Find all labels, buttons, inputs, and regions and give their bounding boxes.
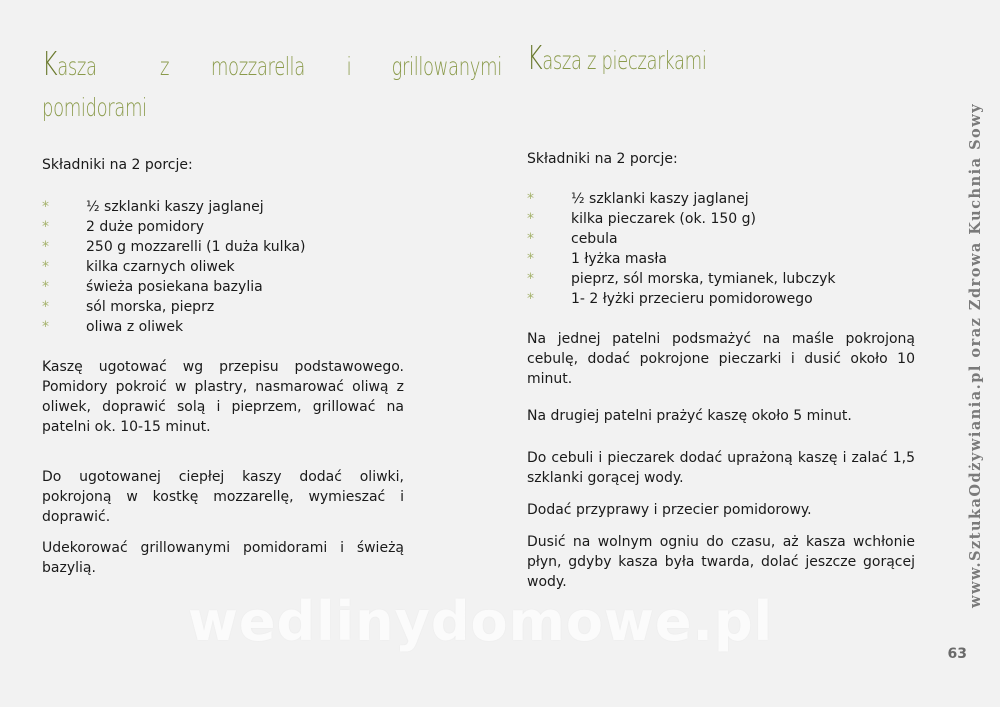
- bullet-icon: *: [42, 219, 49, 235]
- right-paragraph: Na jednej patelni podsmażyć na maśle pokrojoną cebulę, dodać pokrojone pieczarki i dusić około 10 minut.: [527, 331, 915, 387]
- left-paragraph: Udekorować grillowanymi pomidorami i świeżą bazylią.: [42, 540, 404, 576]
- left-paragraph: Do ugotowanej ciepłej kaszy dodać oliwki, pokrojoną w kostkę mozzarellę, wymieszać i doprawić.: [42, 469, 404, 525]
- title-word-rest: asza: [57, 52, 97, 81]
- title-word: mozzarella: [210, 52, 305, 81]
- title-word: Kasza: [42, 44, 97, 83]
- bullet-icon: *: [527, 211, 534, 227]
- list-item: * ½ szklanki kaszy jaglanej: [527, 191, 749, 207]
- left-servings: Składniki na 2 porcje:: [42, 157, 193, 173]
- right-paragraph: Dusić na wolnym ogniu do czasu, aż kasza wchłonie płyn, gdyby kasza była twarda, dolać jeszcze gorącej wody.: [527, 534, 915, 590]
- side-website-text: www.SztukaOdżywiania.pl oraz Zdrowa Kuchnia Sowy: [967, 102, 984, 608]
- list-item: * kilka pieczarek (ok. 150 g): [527, 211, 756, 227]
- bullet-icon: *: [527, 291, 534, 307]
- list-item: * 1- 2 łyżki przecieru pomidorowego: [527, 291, 813, 307]
- title-word: grillowanymi: [391, 52, 502, 81]
- left-recipe-title-line2: pomidorami: [42, 93, 147, 122]
- list-item: * kilka czarnych oliwek: [42, 259, 235, 275]
- list-item: * oliwa z oliwek: [42, 319, 184, 335]
- watermark: wedlinydomowe.pl: [188, 590, 774, 653]
- bullet-icon: *: [42, 319, 49, 335]
- list-item: * sól morska, pieprz: [42, 299, 215, 315]
- title-word: z: [160, 52, 170, 81]
- bullet-icon: *: [527, 231, 534, 247]
- title-word: i: [346, 52, 352, 81]
- bullet-icon: *: [42, 279, 49, 295]
- list-item: * 2 duże pomidory: [42, 219, 205, 235]
- right-paragraph: Dodać przyprawy i przecier pomidorowy.: [527, 502, 812, 518]
- right-recipe-title-rest: asza z pieczarkami: [542, 46, 707, 75]
- list-item: * 1 łyżka masła: [527, 251, 667, 267]
- right-ingredient-list: [527, 189, 915, 309]
- left-paragraph: Kaszę ugotować wg przepisu podstawowego. Pomidory pokroić w plastry, nasmarować oliwą z oliwek, doprawić solą i pieprzem, grillować na patelni ok. 10-15 minut.: [42, 359, 404, 435]
- bullet-icon: *: [42, 199, 49, 215]
- list-item: * ½ szklanki kaszy jaglanej: [42, 199, 264, 215]
- bullet-icon: *: [527, 191, 534, 207]
- left-ingredient-list: [42, 197, 404, 337]
- right-servings: Składniki na 2 porcje:: [527, 151, 678, 167]
- bullet-icon: *: [42, 259, 49, 275]
- list-item: * 250 g mozzarelli (1 duża kulka): [42, 239, 306, 255]
- bullet-icon: *: [42, 239, 49, 255]
- bullet-icon: *: [527, 251, 534, 267]
- right-paragraph: Na drugiej patelni prażyć kaszę około 5 minut.: [527, 408, 852, 424]
- page-number: 63: [947, 646, 967, 662]
- right-recipe-title: Kasza z pieczarkami: [527, 38, 707, 77]
- list-item: * pieprz, sól morska, tymianek, lubczyk: [527, 271, 836, 287]
- list-item: * cebula: [527, 231, 618, 247]
- list-item: * świeża posiekana bazylia: [42, 279, 263, 295]
- right-paragraph: Do cebuli i pieczarek dodać uprażoną kaszę i zalać 1,5 szklanki gorącej wody.: [527, 450, 915, 486]
- bullet-icon: *: [42, 299, 49, 315]
- bullet-icon: *: [527, 271, 534, 287]
